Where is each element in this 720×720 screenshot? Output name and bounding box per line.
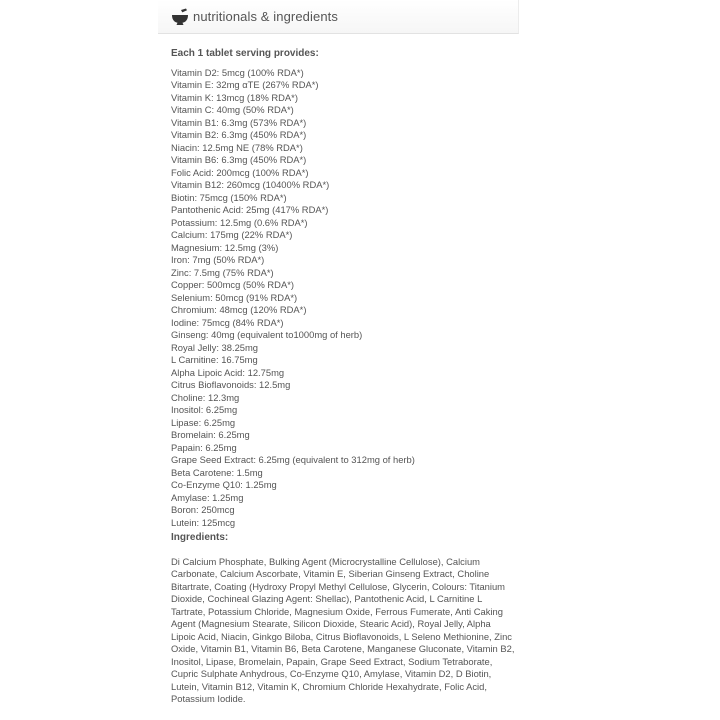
nutrient-item: Bromelain: 6.25mg [171, 429, 250, 440]
section-header[interactable] [158, 0, 519, 34]
nutrient-item: Vitamin B1: 6.3mg (573% RDA*) [171, 116, 307, 128]
nutrient-item: Iron: 7mg (50% RDA*) [171, 254, 265, 265]
nutrient-item: Chromium: 48mcg (120% RDA*) [171, 304, 307, 315]
nutrient-item: Potassium: 12.5mg (0.6% RDA*) [171, 216, 308, 228]
nutrient-item: Vitamin D2: 5mcg (100% RDA*) [171, 66, 304, 78]
nutrient-item: Vitamin B6: 6.3mg (450% RDA*) [171, 154, 307, 165]
nutrient-item: Co-Enzyme Q10: 1.25mg [171, 479, 277, 490]
ingredients-text: Di Calcium Phosphate, Bulking Agent (Microcrystalline Cellulose), Calcium Carbonate, Calcium Ascorbate, Vitamin E, Siberian Ginseng Extract, Choline Bitartrate, Coating (Hydroxy Propyl Methyl Cellulose, Glycerin, Colours: Titanium Dioxide, Cochineal Glazing Agent: Shellac), Pantothenic Acid, L Carnitine L Tartrate, Potassium Chloride, Magnesium Oxide, Ferrous Fumerate, Anti Caking Agent (Magnesium Stearate, Silicon Dioxide, Stearic Acid), Royal Jelly, Alpha Lipoic Acid, Niacin, Ginkgo Biloba, Citrus Bioflavonoids, L Seleno Methionine, Zinc Oxide, Vitamin B1, Vitamin B6, Beta Carotene, Manganese Gluconate, Vitamin B2, Inositol, Lipase, Bromelain, Papain, Grape Seed Extract, Sodium Tetraborate, Cupric Sulphate Anhydrous, Co-Enzyme Q10, Amylase, Vitamin D2, D Biotin, Lutein, Vitamin B12, Vitamin K, Chromium Chloride Hexahydrate, Folic Acid, Potassium Iodide. [171, 555, 515, 704]
nutrient-item: Papain: 6.25mg [171, 441, 237, 453]
section-title: nutritionals & ingredients [193, 9, 338, 24]
nutrient-item: Inositol: 6.25mg [171, 404, 238, 415]
nutrient-item: Lipase: 6.25mg [171, 416, 236, 428]
nutrient-item: Beta Carotene: 1.5mg [171, 466, 263, 478]
nutrient-item: Biotin: 75mcg (150% RDA*) [171, 191, 287, 203]
nutrient-item: Vitamin E: 32mg αTE (267% RDA*) [171, 79, 319, 90]
nutrient-item: Calcium: 175mg (22% RDA*) [171, 229, 293, 240]
nutrient-item: Niacin: 12.5mg NE (78% RDA*) [171, 141, 303, 153]
nutrition-content [171, 48, 516, 706]
serving-heading: Each 1 tablet serving provides: [171, 48, 319, 59]
nutrient-item: Lutein: 125mcg [171, 516, 236, 528]
nutrient-item: Boron: 250mcg [171, 504, 235, 515]
nutrient-item: L Carnitine: 16.75mg [171, 354, 258, 365]
nutrient-item: Magnesium: 12.5mg (3%) [171, 241, 279, 253]
nutrient-item: Choline: 12.3mg [171, 391, 240, 403]
nutrient-item: Amylase: 1.25mg [171, 491, 244, 503]
nutrient-item: Vitamin K: 13mcg (18% RDA*) [171, 91, 298, 103]
nutrient-item: Ginseng: 40mg (equivalent to1000mg of herb) [171, 329, 363, 340]
nutrient-list [171, 67, 516, 530]
nutrient-item: Iodine: 75mcg (84% RDA*) [171, 316, 284, 328]
nutrient-item: Zinc: 7.5mg (75% RDA*) [171, 266, 274, 278]
ingredients-heading: Ingredients: [171, 532, 229, 543]
mortar-pestle-icon [170, 8, 190, 26]
nutrient-item: Vitamin C: 40mg (50% RDA*) [171, 104, 294, 115]
nutrient-item: Vitamin B2: 6.3mg (450% RDA*) [171, 129, 307, 140]
nutrient-item: Pantothenic Acid: 25mg (417% RDA*) [171, 204, 329, 215]
nutrient-item: Royal Jelly: 38.25mg [171, 341, 259, 353]
nutrient-item: Selenium: 50mcg (91% RDA*) [171, 291, 298, 303]
nutrient-item: Vitamin B12: 260mcg (10400% RDA*) [171, 179, 330, 190]
nutritionals-panel [158, 0, 519, 720]
nutrient-item: Grape Seed Extract: 6.25mg (equivalent to 312mg of herb) [171, 454, 415, 465]
nutrient-item: Copper: 500mcg (50% RDA*) [171, 279, 294, 290]
nutrient-item: Folic Acid: 200mcg (100% RDA*) [171, 166, 309, 178]
nutrient-item: Alpha Lipoic Acid: 12.75mg [171, 366, 285, 378]
nutrient-item: Citrus Bioflavonoids: 12.5mg [171, 379, 291, 390]
